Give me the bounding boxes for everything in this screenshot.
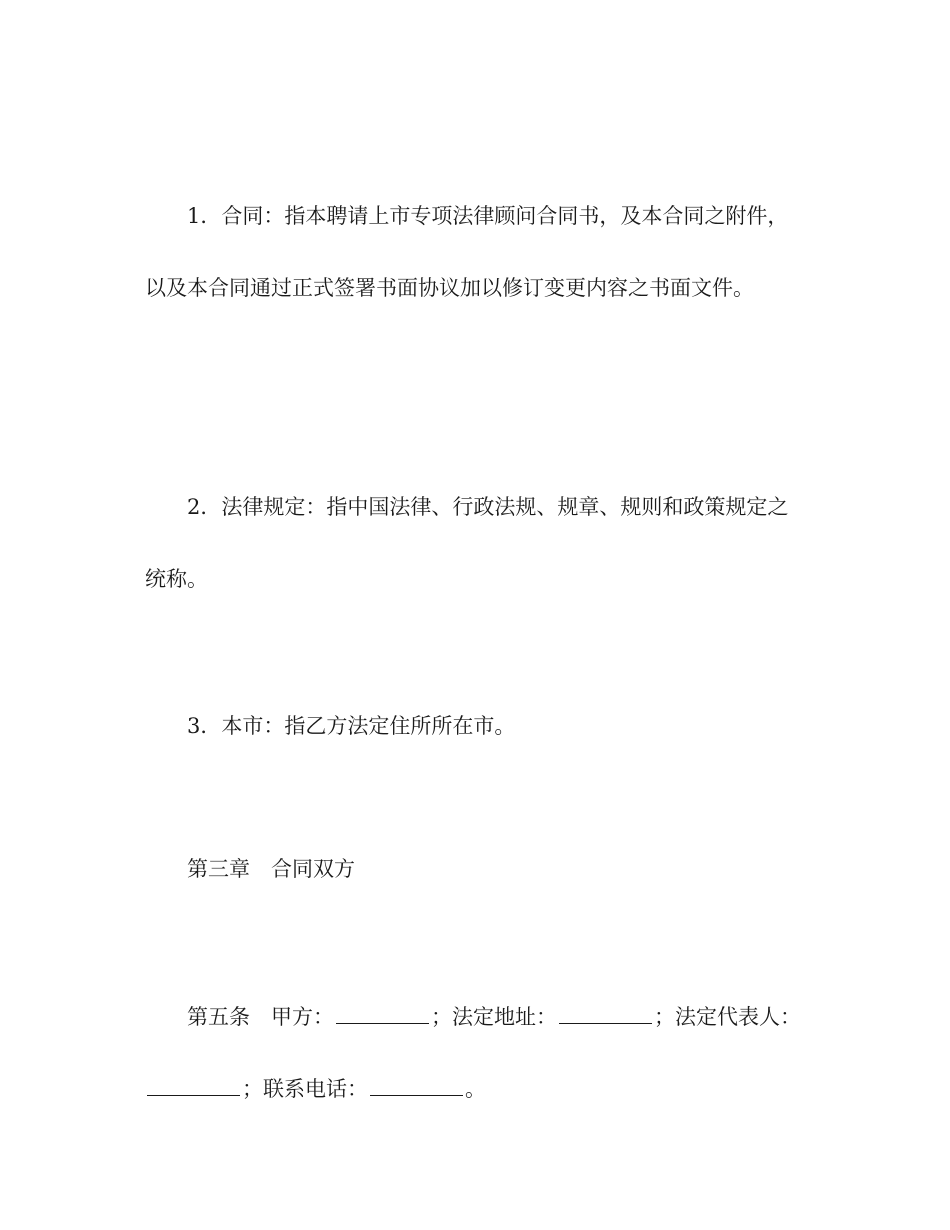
party-a-name-blank[interactable]	[336, 1003, 429, 1024]
legal-representative-blank[interactable]	[147, 1075, 240, 1096]
definition-contract: 1．合同：指本聘请上市专项法律顾问合同书，及本合同之附件，以及本合同通过正式签署书面协议加以修订变更内容之书面文件。	[145, 204, 789, 300]
article-five	[145, 981, 805, 1125]
article-five-lead: 第五条 甲方：	[187, 1005, 334, 1029]
article-five-end: 。	[465, 1077, 486, 1101]
contact-phone-blank[interactable]	[370, 1075, 463, 1096]
definition-legal-provisions: 2．法律规定：指中国法律、行政法规、规章、规则和政策规定之统称。	[145, 495, 789, 591]
legal-address-blank[interactable]	[559, 1003, 652, 1024]
representative-label: ；法定代表人：	[654, 1005, 801, 1029]
definition-this-city: 3．本市：指乙方法定住所所在市。	[187, 714, 516, 738]
address-label: ；法定地址：	[431, 1005, 557, 1029]
phone-label: ；联系电话：	[242, 1077, 368, 1101]
chapter-heading: 第三章 合同双方	[187, 857, 355, 881]
